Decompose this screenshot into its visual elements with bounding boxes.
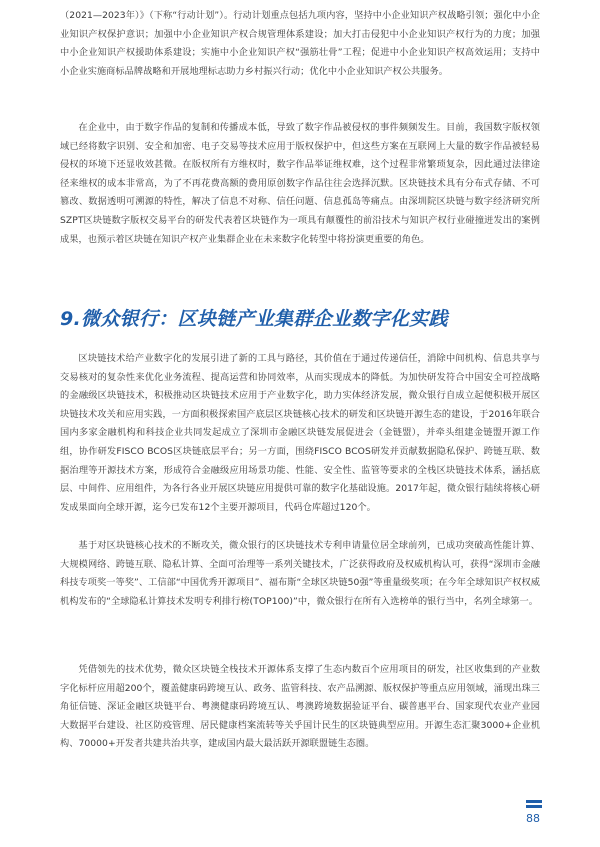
paragraph-digital-copyright: 在企业中，由于数字作品的复制和传播成本低，导致了数字作品被侵权的事件频频发生。目前，我国数字版权领域已经将数字识别、安全和加密、电子交易等技术应用于版权保护中，但这些方案在互联网上大量的数字作品被轻易侵权的环境下还显收效甚微。在版权所有方维权时，数字作品举证维权难，这个过程非常繁琐复杂，因此通过法律途径来维权的成本非常高，为了不再花费高额的费用原创数字作品往往会选择沉默。区块链技术具有分布式存储、不可篡改、数据透明可溯源的特性，解决了信息不对称、信任问题、信息孤岛等痛点。由深圳院区块链与数字经济研究所SZPT区块链数字版权交易平台的研发代表着区块链作为一项具有颠覆性的前沿技术与知识产权行业碰撞迸发出的案例成果，也预示着区块链在知识产权产业集群企业在未来数字化转型中将扮演更重要的角色。 — [60, 122, 540, 245]
paragraph-webank-ecosystem: 凭借领先的技术优势，微众区块链全栈技术开源体系支撑了生态内数百个应用项目的研发，社区收集到的产业数字化标杆应用超200个，覆盖健康码跨境互认、政务、监管科技、农产品溯源、版权保护等重点应用领域，涌现出珠三角征信链、深证金融区块链平台、粤澳健康码跨境互认、粤澳跨境数据验证平台、碳普惠平台、国家现代农业产业园大数据平台建设、社区防疫管理、居民健康档案流转等关乎国计民生的区块链典型应用。开源生态汇聚3000+企业机构、70000+开发者共建共治共享，建成国内最大最活跃开源联盟链生态圈。 — [60, 664, 540, 750]
paragraph-action-plan: （2021—2023年）》（下称“行动计划”）。行动计划重点包括九项内容，坚持中小企业知识产权战略引领；强化中小企业知识产权保护意识；加强中小企业知识产权合规管理体系建设；加大打击侵犯中小企业知识产权行为的力度；加强中小企业知识产权援助体系建设；实施中小企业知识产权“强筋壮骨”工程；促进中小企业知识产权高效运用；支持中小企业实施商标品牌战略和开展地理标志助力乡村振兴行动；优化中小企业知识产权公共服务。 — [60, 10, 540, 77]
paragraph-webank-patents: 基于对区块链核心技术的不断攻关，微众银行的区块链技术专利申请量位居全球前列，已成功突破高性能计算、大规模网络、跨链互联、隐私计算、全面可治理等一系列关键技术，广泛获得政府及权威机构认可，获得“深圳市金融科技专项奖一等奖”、工信部“中国优秀开源项目”、福布斯“全球区块链50强”等重量级奖项；在今年全球知识产权权威机构发布的“全球隐私计算技术发明专利排行榜(TOP100)”中，微众银行在所有入选榜单的银行当中，名列全球第一。 — [60, 540, 540, 607]
page-decoration-bar-bottom — [526, 805, 542, 808]
section-title: 9.微众银行：区块链产业集群企业数字化实践 — [60, 308, 448, 330]
page-decoration-bar-top — [526, 800, 542, 803]
paragraph-webank-intro: 区块链技术给产业数字化的发展引进了新的工具与路径，其价值在于通过传递信任，消除中间机构、信息共享与交易核对的复杂性来优化业务流程、提高运营和协同效率，从而实现成本的降低。为加快研发符合中国安全可控战略的金融级区块链技术，积极推动区块链技术应用于产业数字化，助力实体经济发展，微众银行自成立起便积极开展区块链技术攻关和应用实践，一方面积极探索国产底层区块链核心技术的研发和区块链开源生态的建设，于2016年联合国内多家金融机构和科技企业共同发起成立了深圳市金融区块链发展促进会（金链盟），并牵头组建金链盟开源工作组，协作研发FISCO BCOS区块链底层平台；另一方面，围绕FISCO BCOS研发并贡献数据隐私保护、跨链互联、数据治理等开源技术方案，形成符合金融级应用场景功能、性能、安全性、监管等要求的全栈区块链技术体系，涵括底层、中间件、应用组件，为各行各业开展区块链应用提供可靠的数字化基础设施。2017年起，微众银行陆续将核心研发成果面向全球开源，迄今已发布12个主要开源项目，代码仓库超过120个。 — [60, 353, 540, 513]
page-number: 88 — [526, 812, 540, 825]
